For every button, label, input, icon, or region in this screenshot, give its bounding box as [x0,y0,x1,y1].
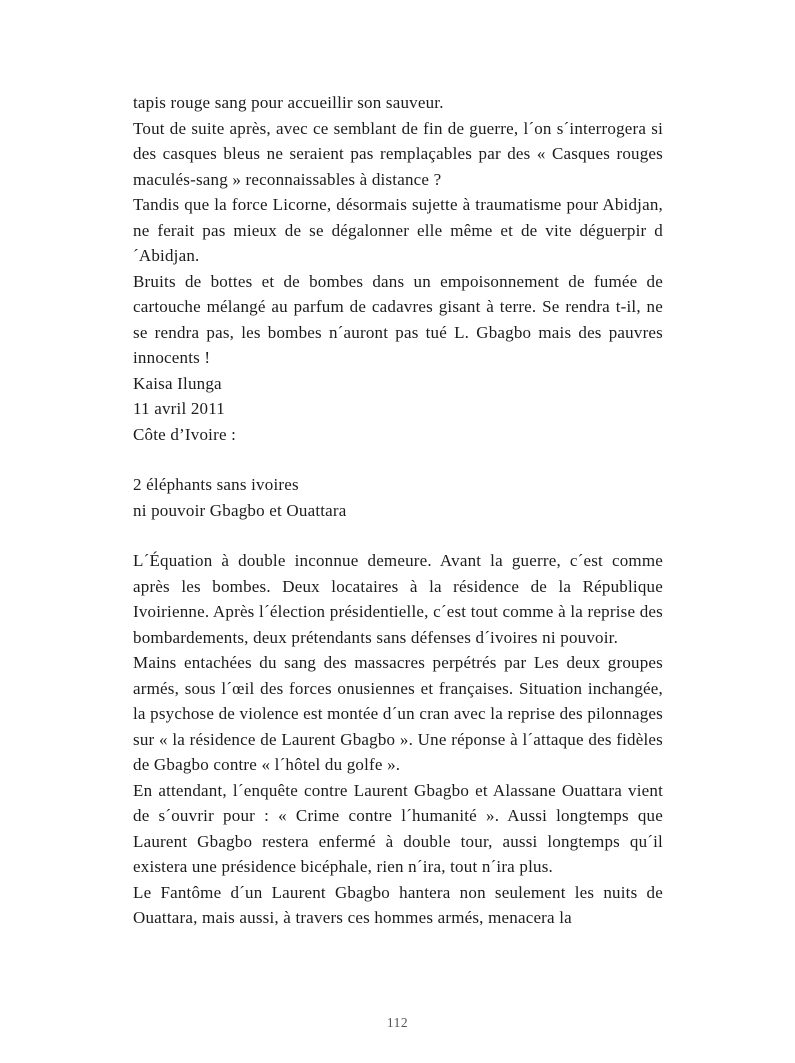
paragraph: Tandis que la force Licorne, désormais sujette à traumatisme pour Abidjan, ne ferait pas mieux de se dégalonner elle même et de vite déguerpir d´Abidjan. [133,195,663,265]
paragraph: Tout de suite après, avec ce semblant de fin de guerre, l´on s´interrogera si des casques bleus ne seraient pas remplaçables par des « Casques rouges maculés-sang » reconnaissables à distance ? [133,118,663,189]
title-line: 2 éléphants sans ivoires [133,475,299,494]
page-number: 112 [386,1015,409,1030]
paragraph: L´Équation à double inconnue demeure. Avant la guerre, c´est comme après les bombes. Deux locataires à la résidence de la République Ivoirienne. Après l´élection présidentielle, c´est tout comme à la reprise des bombardements, deux prétendants sans défenses d´ivoires ni pouvoir. [133,551,663,647]
paragraph: Mains entachées du sang des massacres perpétrés par Les deux groupes armés, sous l´œil des forces onusiennes et françaises. Situation inchangée, la psychose de violence est montée d´un cran avec la reprise des pilonnages sur « la résidence de Laurent Gbagbo ». Une réponse à l´attaque des fidèles de Gbagbo contre « l´hôtel du golfe ». [133,653,663,774]
paragraph: Bruits de bottes et de bombes dans un empoisonnement de fumée de cartouche mélangé au parfum de cadavres gisant à terre. Se rendra t-il, ne se rendra pas, les bombes n´auront pas tué L. Gbagbo mais des pauvres innocents ! [133,271,663,367]
subtitle-line: ni pouvoir Gbagbo et Ouattara [133,500,347,520]
author-line: Kaisa Ilunga [133,373,222,393]
text-block [133,90,663,931]
paragraph: tapis rouge sang pour accueillir son sauveur. [133,93,444,112]
location-line: Côte d’Ivoire : [133,424,237,444]
paragraph: Le Fantôme d´un Laurent Gbagbo hantera non seulement les nuits de Ouattara, mais aussi, à travers ces hommes armés, menacera la [133,882,663,927]
date-line: 11 avril 2011 [133,399,225,418]
paragraph: En attendant, l´enquête contre Laurent Gbagbo et Alassane Ouattara vient de s´ouvrir pour : « Crime contre l´humanité ». Aussi longtemps que Laurent Gbagbo restera enfermé à double tour, aussi longtemps qu´il existera une présidence bicéphale, rien n´ira, tout n´ira plus. [133,780,663,876]
